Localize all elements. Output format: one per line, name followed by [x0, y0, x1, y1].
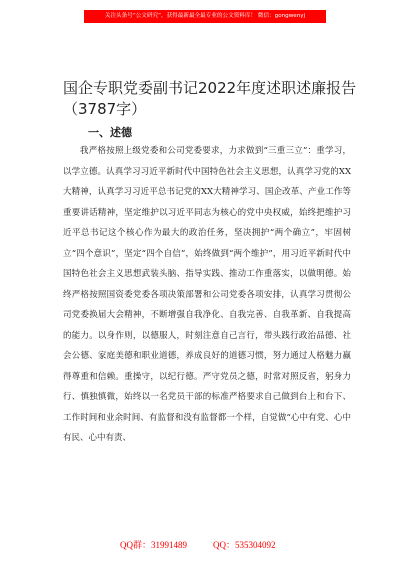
document-title: 国企专职党委副书记2022年度述职述廉报告（3787字） — [63, 79, 357, 118]
footer-qq-number: QQ：535304092 — [213, 540, 276, 550]
section-heading: 一、述德 — [88, 126, 132, 139]
body-paragraph: 我严格按照上级党委和公司党委要求，力求做到“三重三立”：重学习，以学立德。认真学习习近平新时代中国特色社会主义思想，认真学习党的XX大精神，认真学习习近平总书记党的XX大精神学习、国企改革、产业工作等重要讲话精神，坚定维护以习近平同志为核心的党中央权威，始终把维护习近平总书记这个核心作为最大的政治任务，坚决拥护“两个确立”，牢固树立“四个意识”，坚定“四个自信”，始终做到“两个维护”，用习近平新时代中国特色社会主义思想武装头脑、指导实践、推动工作重落实，以做明德。始终严格按照国资委党委各项决策部署和公司党委各项安排，认真学习贯彻公司党委换届大会精神，不断增强自我净化、自我完善、自我革新、自我提高的能力。以身作则，以德服人，时刻注意自己言行，带头践行政治品德、社会公德、家庭美德和职业道德，养成良好的道德习惯，努力通过人格魅力赢得尊重和信赖。重操守，以纪行德。严守党员之德，时常对照反省，躬身力行、慎独慎微，始终以一名党员干部的标准严格要求自己做到台上和台下、工作时间和业余时间、有监督和没有监督都一个样，自觉做“心中有党、心中有民、心中有责、 — [63, 146, 351, 443]
header-banner: 关注头条号“公文研究”，获得最新最全最专业的公文资料库！ 微信：gongwenyj — [84, 10, 326, 23]
footer-contact — [120, 538, 290, 552]
footer-qq-group: QQ群：31991489 — [120, 540, 187, 550]
